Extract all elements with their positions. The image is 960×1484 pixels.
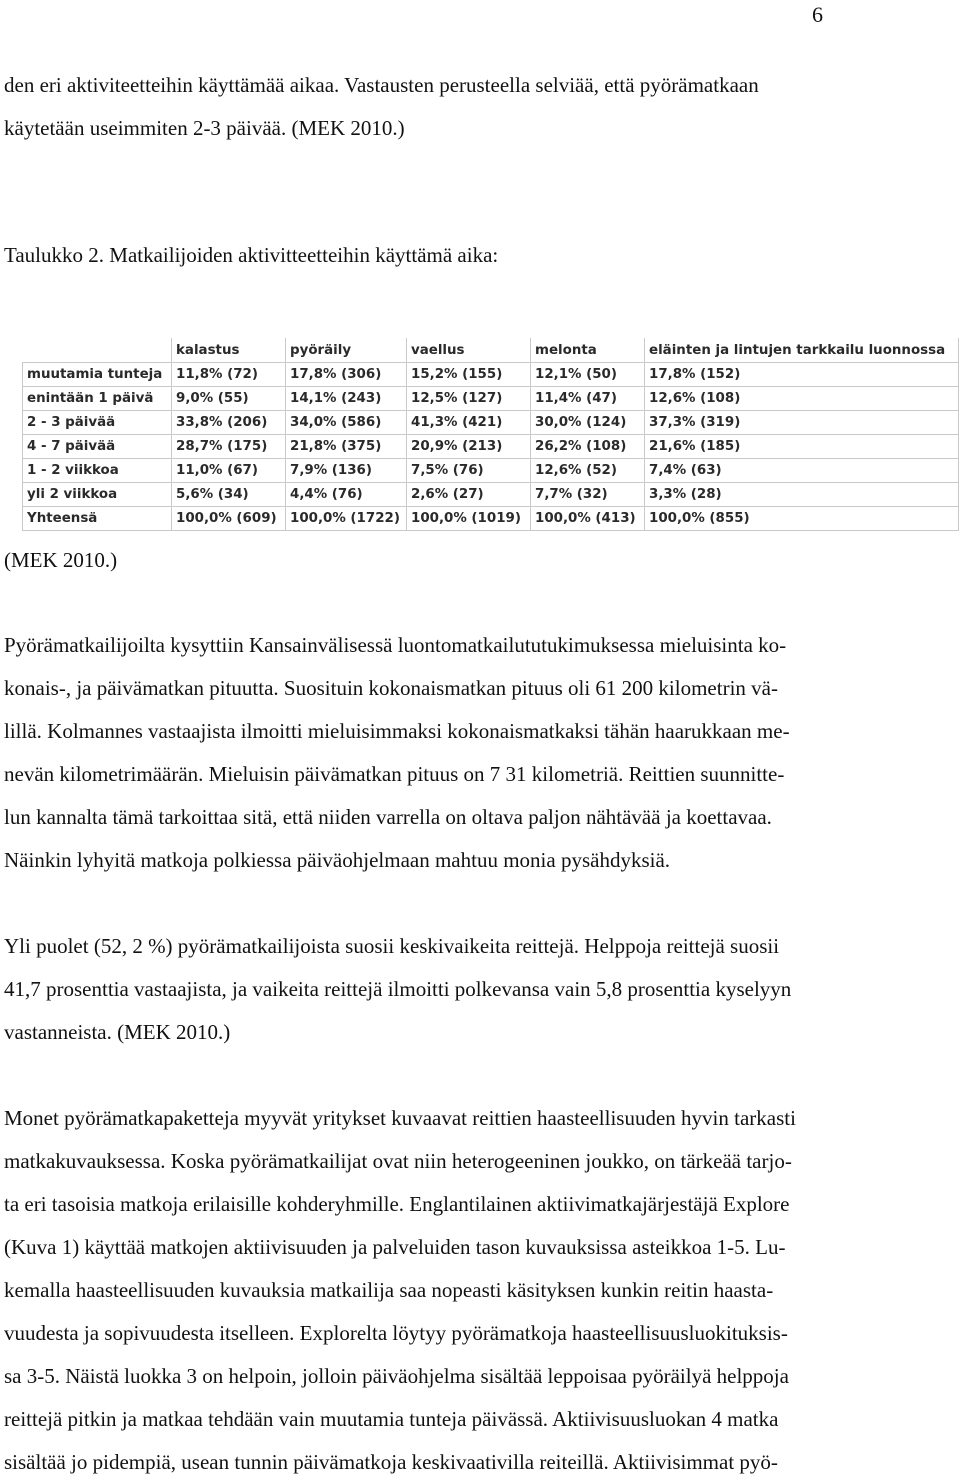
text-line: Pyörämatkailijoilta kysyttiin Kansainvälisessä luontomatkailututukimuksessa mieluisinta ko- — [4, 633, 787, 657]
table-cell: 15,2% (155) — [407, 363, 531, 387]
paragraph-tour-packages — [4, 1097, 954, 1484]
text-line: vuudesta ja sopivuudesta itselleen. Explorelta löytyy pyörämatkoja haasteellisuusluokituksis- — [4, 1321, 788, 1345]
header-cell-empty — [23, 339, 172, 363]
table-row — [23, 363, 959, 387]
table-source: (MEK 2010.) — [4, 548, 118, 572]
activity-time-table — [22, 338, 959, 531]
text-line: Monet pyörämatkapaketteja myyvät yritykset kuvaavat reittien haasteellisuuden hyvin tarkasti — [4, 1106, 796, 1130]
table-caption: Taulukko 2. Matkailijoiden aktivitteetteihin käyttämä aika: — [4, 243, 499, 267]
text-line: den eri aktiviteetteihin käyttämää aikaa. Vastausten perusteella selviää, että pyörämatkaan — [4, 73, 759, 97]
paragraph-trip-length — [4, 624, 954, 882]
table-row — [23, 411, 959, 435]
text-line: lillä. Kolmannes vastaajista ilmoitti mieluisimmaksi kokonaismatkaksi tähän haarukkaan me- — [4, 719, 790, 743]
table-cell: 12,1% (50) — [531, 363, 645, 387]
row-label: 4 - 7 päivää — [23, 435, 172, 459]
table-cell: 28,7% (175) — [172, 435, 286, 459]
row-label: yli 2 viikkoa — [23, 483, 172, 507]
text-line: ta eri tasoisia matkoja erilaisille kohderyhmille. Englantilainen aktiivimatkajärjestäjä Explore — [4, 1192, 790, 1216]
table-cell: 41,3% (421) — [407, 411, 531, 435]
table-cell: 100,0% (1019) — [407, 507, 531, 531]
table-cell: 11,4% (47) — [531, 387, 645, 411]
table-cell: 7,4% (63) — [645, 459, 959, 483]
header-cell: kalastus — [172, 339, 286, 363]
table-cell: 20,9% (213) — [407, 435, 531, 459]
table-row — [23, 483, 959, 507]
table-row — [23, 435, 959, 459]
table-cell: 100,0% (1722) — [286, 507, 407, 531]
text-line: lun kannalta tämä tarkoittaa sitä, että niiden varrella on oltava paljon nähtävää ja koettavaa. — [4, 805, 772, 829]
row-label: muutamia tunteja — [23, 363, 172, 387]
text-line: Näinkin lyhyitä matkoja polkiessa päiväohjelmaan mahtuu monia pysähdyksiä. — [4, 848, 671, 872]
table-cell: 4,4% (76) — [286, 483, 407, 507]
page-number: 6 — [812, 2, 823, 27]
row-label: Yhteensä — [23, 507, 172, 531]
table-cell: 21,6% (185) — [645, 435, 959, 459]
table-cell: 2,6% (27) — [407, 483, 531, 507]
text-line: konais-, ja päivämatkan pituutta. Suosituin kokonaismatkan pituus oli 61 200 kilometrin vä- — [4, 676, 778, 700]
table-cell: 12,6% (52) — [531, 459, 645, 483]
text-line: kemalla haasteellisuuden kuvauksia matkailija saa nopeasti käsityksen kunkin reitin haasta- — [4, 1278, 774, 1302]
table-cell: 17,8% (152) — [645, 363, 959, 387]
table-cell: 100,0% (413) — [531, 507, 645, 531]
text-line: käytetään useimmiten 2-3 päivää. (MEK 2010.) — [4, 116, 405, 140]
text-line: 41,7 prosenttia vastaajista, ja vaikeita reittejä ilmoitti polkevansa vain 5,8 prosenttia kyselyyn — [4, 977, 792, 1001]
table-cell: 12,6% (108) — [645, 387, 959, 411]
intro-paragraph — [4, 64, 954, 150]
table-cell: 33,8% (206) — [172, 411, 286, 435]
table-cell: 30,0% (124) — [531, 411, 645, 435]
table-cell: 14,1% (243) — [286, 387, 407, 411]
table-cell: 7,7% (32) — [531, 483, 645, 507]
table-cell: 21,8% (375) — [286, 435, 407, 459]
text-line: reittejä pitkin ja matkaa tehdään vain muutamia tunteja päivässä. Aktiivisuusluokan 4 matka — [4, 1407, 779, 1431]
table-cell: 11,0% (67) — [172, 459, 286, 483]
text-line: sisältää jo pidempiä, usean tunnin päivämatkoja keskivaativilla reiteillä. Aktiivisimmat pyö- — [4, 1450, 778, 1474]
header-cell: pyöräily — [286, 339, 407, 363]
row-label: enintään 1 päivä — [23, 387, 172, 411]
table-total-row — [23, 507, 959, 531]
table-cell: 11,8% (72) — [172, 363, 286, 387]
table-row — [23, 387, 959, 411]
row-label: 2 - 3 päivää — [23, 411, 172, 435]
table-cell: 17,8% (306) — [286, 363, 407, 387]
table-cell: 5,6% (34) — [172, 483, 286, 507]
text-line: vastanneista. (MEK 2010.) — [4, 1020, 231, 1044]
text-line: Yli puolet (52, 2 %) pyörämatkailijoista suosii keskivaikeita reittejä. Helppoja reittejä suosii — [4, 934, 780, 958]
table-cell: 9,0% (55) — [172, 387, 286, 411]
table-cell: 34,0% (586) — [286, 411, 407, 435]
table-cell: 3,3% (28) — [645, 483, 959, 507]
paragraph-route-difficulty — [4, 925, 954, 1054]
table-cell: 26,2% (108) — [531, 435, 645, 459]
table-cell: 100,0% (609) — [172, 507, 286, 531]
table-header-row — [23, 339, 959, 363]
table-cell: 7,5% (76) — [407, 459, 531, 483]
header-cell: melonta — [531, 339, 645, 363]
text-line: sa 3-5. Näistä luokka 3 on helpoin, jolloin päiväohjelma sisältää leppoisaa pyöräilyä helppoja — [4, 1364, 789, 1388]
data-table-container — [22, 338, 958, 524]
text-line: nevän kilometrimäärän. Mieluisin päivämatkan pituus on 7 31 kilometriä. Reittien suunnitte- — [4, 762, 785, 786]
text-line: (Kuva 1) käyttää matkojen aktiivisuuden ja palveluiden tason kuvauksissa asteikkoa 1-5. Lu- — [4, 1235, 786, 1259]
table-cell: 7,9% (136) — [286, 459, 407, 483]
table-cell: 100,0% (855) — [645, 507, 959, 531]
text-line: matkakuvauksessa. Koska pyörämatkailijat ovat niin heterogeeninen joukko, on tärkeää tarjo- — [4, 1149, 792, 1173]
header-cell: eläinten ja lintujen tarkkailu luonnossa — [645, 339, 959, 363]
table-cell: 12,5% (127) — [407, 387, 531, 411]
row-label: 1 - 2 viikkoa — [23, 459, 172, 483]
header-cell: vaellus — [407, 339, 531, 363]
table-cell: 37,3% (319) — [645, 411, 959, 435]
table-row — [23, 459, 959, 483]
